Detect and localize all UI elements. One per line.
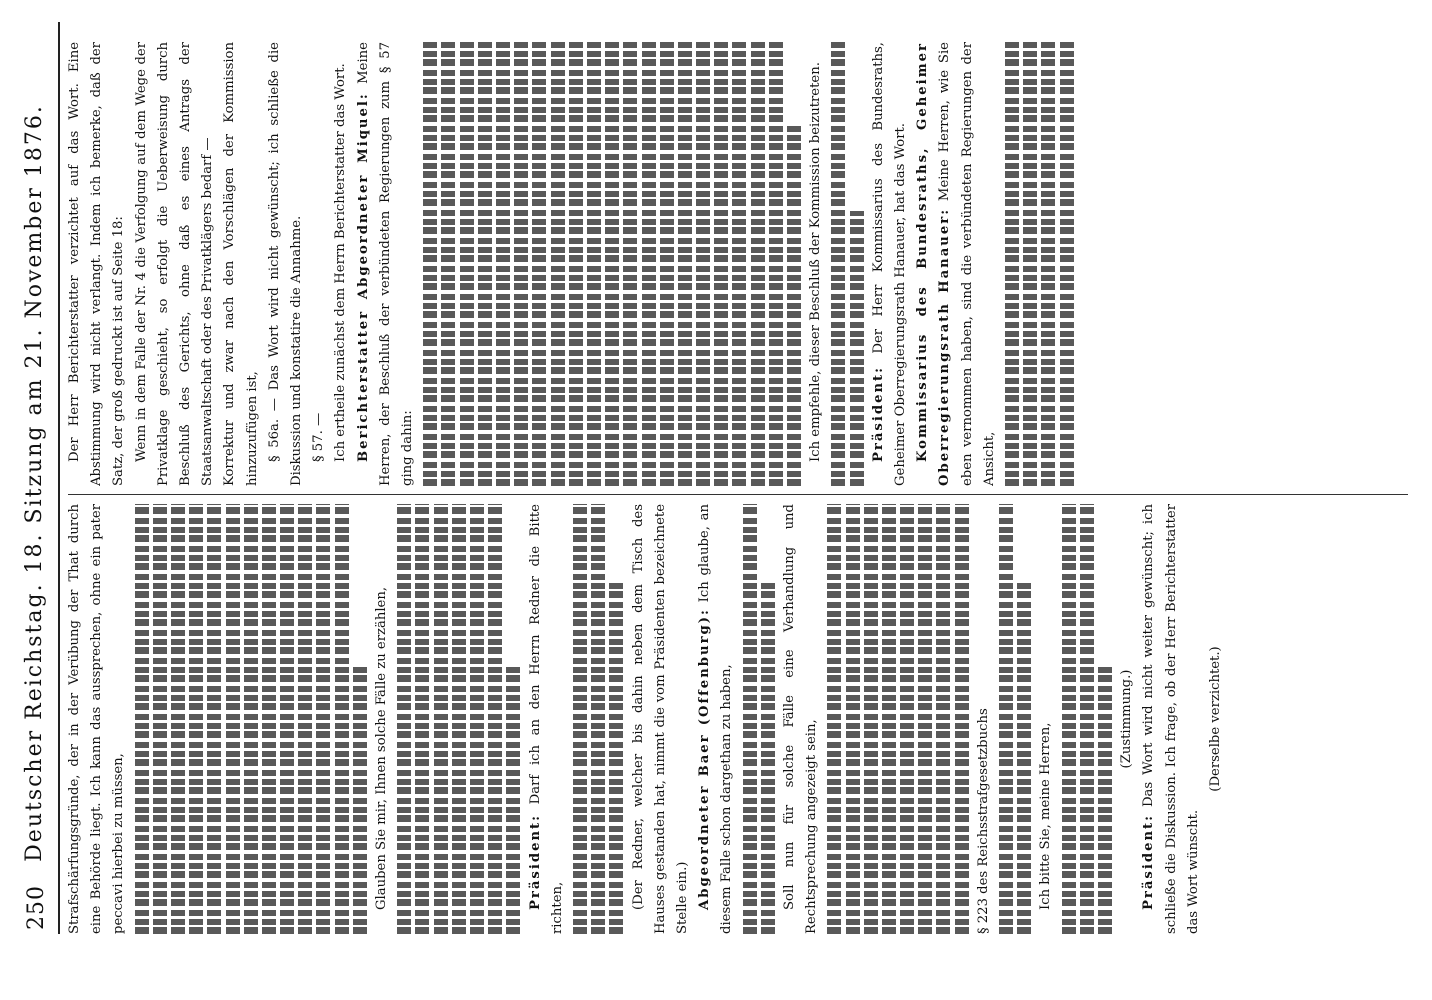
text-line [1017, 581, 1031, 934]
speaker-label: Präsident: [1141, 813, 1157, 910]
paragraph-text: Ich bitte Sie, meine Herren, [1038, 722, 1054, 910]
text-line [532, 42, 546, 486]
text-line [298, 504, 312, 934]
paragraph-text: Ich ertheile zunächst dem Herrn Berichterstatter das Wort. [333, 63, 349, 462]
paragraph-text: Meine Herren, der Beschluß der verbündeten Regierungen zum § 57 ging dahin: [355, 42, 416, 486]
paragraph [264, 42, 308, 486]
speaker-label: Abgeordneter Baer (Offenburg): [697, 608, 713, 910]
paragraph [1035, 504, 1057, 934]
text-line [918, 504, 932, 934]
text-line [609, 581, 623, 934]
paragraph [779, 504, 823, 934]
text-line [936, 504, 950, 934]
text-line [955, 504, 969, 934]
paragraph-text: § 223 des Reichsstrafgesetzbuchs [975, 708, 991, 934]
text-line [623, 42, 637, 486]
text-line [506, 667, 520, 934]
remark-text: (Der Redner, welcher bis dahin neben dem Tisch des Hauses gestanden hat, nimmt die vom Präsidenten bezeichnete Stelle ein.) [630, 504, 690, 934]
paragraph-text: Strafschärfungsgründe, der in der Verübung der That durch eine Behörde liegt. Ich kann das aussprechen, ohne ein pater peccavi hierbei zu müssen, [67, 504, 127, 934]
text-line [1041, 42, 1055, 486]
text-line [452, 504, 466, 934]
speaker-label: Präsident: [527, 813, 543, 910]
stage-remark [1205, 504, 1227, 934]
text-line [900, 504, 914, 934]
applause-remark [1116, 504, 1138, 934]
text-line [460, 42, 474, 486]
column-divider [68, 494, 1408, 495]
text-line [353, 667, 367, 934]
text-line [850, 211, 864, 486]
text-line [1005, 42, 1019, 486]
text-line [397, 504, 411, 934]
text-line [569, 42, 583, 486]
quoted-paragraph [131, 42, 220, 486]
page-header [22, 22, 52, 944]
speaker-paragraph [912, 42, 1001, 486]
text-line [882, 504, 896, 934]
text-line [761, 581, 775, 934]
paragraph-text: Ich empfehle, dieser Beschluß der Kommission beizutreten. [808, 62, 824, 462]
paragraph-text: Der Herr Berichterstatter verzichtet auf das Wort. Eine Abstimmung wird nicht verlangt. Indem ich bemerke, daß der Satz, der groß gedruckt ist auf Seite 18: [67, 42, 127, 486]
text-line [335, 504, 349, 934]
speaker-label: Kommissarius des Bundesraths, Geheimer Oberregierungsrath Hanauer: [915, 42, 953, 486]
speaker-label: Präsident: [870, 365, 886, 462]
text-line [226, 504, 240, 934]
text-line [488, 504, 502, 934]
text-line [827, 504, 841, 934]
paragraph-text: Das Wort wird nicht weiter gewünscht; ich schließe die Diskussion. Ich frage, ob der Herr Berichterstatter das Wort wünscht. [1141, 504, 1201, 934]
text-line [831, 42, 845, 486]
speaker-paragraph [694, 504, 738, 934]
right-column [64, 42, 1408, 486]
text-line [1060, 42, 1074, 486]
text-line [696, 42, 710, 486]
text-line [732, 42, 746, 486]
text-line [551, 42, 565, 486]
paragraph [805, 42, 827, 486]
paragraph [64, 42, 131, 486]
text-line [514, 42, 528, 486]
text-line [660, 42, 674, 486]
text-line [262, 504, 276, 934]
text-line [316, 504, 330, 934]
text-line [591, 504, 605, 934]
stage-remark [628, 504, 695, 934]
text-line [423, 42, 437, 486]
paragraph-text: Glauben Sie mir, Ihnen solche Fälle zu erzählen, [374, 586, 390, 910]
text-line [678, 42, 692, 486]
speaker-paragraph [525, 504, 569, 934]
text-line [1023, 42, 1037, 486]
text-line [1062, 504, 1076, 934]
text-line [1080, 504, 1094, 934]
text-line [743, 504, 757, 934]
text-line [587, 42, 601, 486]
paragraph [330, 42, 352, 486]
text-line [207, 504, 221, 934]
paragraph-text: Darf ich an den Herrn Redner die Bitte richten, [527, 504, 565, 934]
text-line [999, 504, 1013, 934]
header-rule [58, 22, 60, 934]
text-line [605, 42, 619, 486]
left-column [64, 504, 1408, 934]
paragraph [219, 42, 263, 486]
paragraph-text: § 56a. — Das Wort wird nicht gewünscht; ich schließe die Diskussion und konstatire die Annahme. [266, 42, 305, 486]
text-line [415, 504, 429, 934]
speaker-paragraph [353, 42, 420, 486]
text-line [135, 504, 149, 934]
text-line [787, 122, 801, 486]
page-title: Deutscher Reichstag. 18. Sitzung am 21. November 1876. [22, 104, 47, 862]
text-line [573, 504, 587, 934]
remark-text: (Derselbe verzichtet.) [1207, 646, 1223, 792]
remark-text: (Zustimmung.) [1119, 669, 1135, 769]
text-line [189, 504, 203, 934]
text-line [496, 42, 510, 486]
text-line [244, 504, 258, 934]
paragraph-text: Wenn in dem Falle der Nr. 4 die Verfolgung auf dem Wege der Privatklage geschieht, so erfolgt die Ueberweisung durch Beschluß des Gerichts, ohne daß es eines Antrags der Staatsanwaltschaft oder des Privatklägers bedarf — [133, 42, 216, 486]
text-line [434, 504, 448, 934]
speaker-paragraph [868, 42, 912, 486]
text-line [714, 42, 728, 486]
page-number: 250 [24, 885, 49, 930]
text-line [441, 42, 455, 486]
text-line [153, 504, 167, 934]
text-line [642, 42, 656, 486]
speaker-paragraph [1138, 504, 1205, 934]
paragraph [64, 504, 131, 934]
section-marker [308, 42, 330, 486]
paragraph-text: Der Herr Kommissarius des Bundesraths, Geheimer Oberregierungsrath Hanauer, hat das Wort. [870, 42, 908, 486]
text-line [280, 504, 294, 934]
text-line [864, 504, 878, 934]
text-line [470, 504, 484, 934]
paragraph-text: Ich glaube, an diesem Falle schon dargethan zu haben, [697, 504, 735, 934]
text-line [171, 504, 185, 934]
paragraph-text: Soll nun für solche Fälle eine Verhandlung und Rechtsprechung angezeigt sein, [781, 504, 820, 934]
text-line [769, 42, 783, 486]
text-line [751, 42, 765, 486]
paragraph-text: Korrektur und zwar nach den Vorschlägen der Kommission hinzuzufügen ist, [222, 42, 260, 486]
paragraph-text: Meine Herren, wie Sie eben vernommen haben, sind die verbündeten Regierungen der Ansicht, [937, 42, 997, 486]
paragraph [973, 504, 995, 934]
text-line [1098, 667, 1112, 934]
paragraph [371, 504, 393, 934]
text-line [478, 42, 492, 486]
paragraph-text: § 57. — [311, 412, 327, 462]
text-line [846, 504, 860, 934]
speaker-label: Berichterstatter Abgeordneter Miquel: [355, 92, 371, 462]
